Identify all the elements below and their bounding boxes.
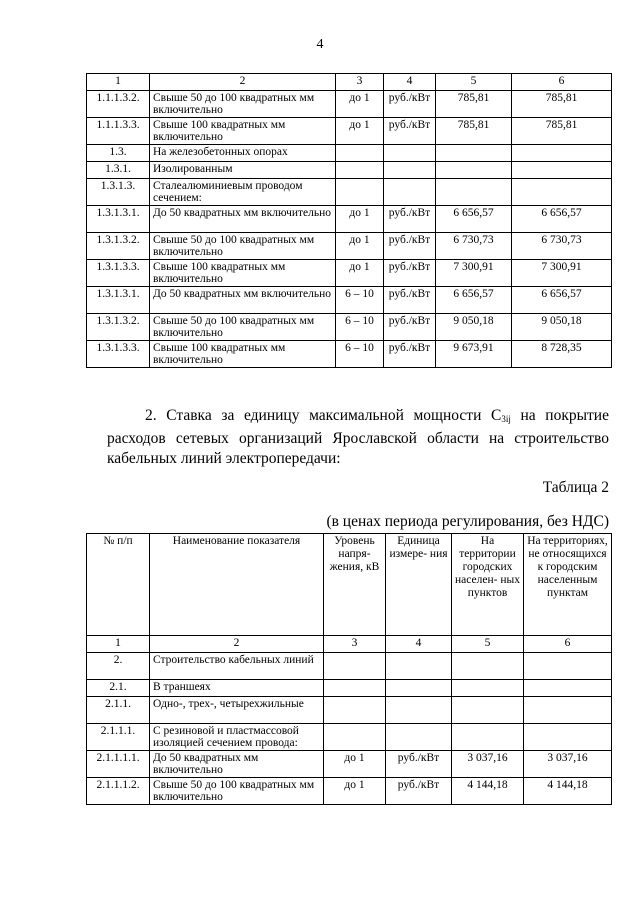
row-code: 1.1.1.3.2. <box>87 91 150 118</box>
row-voltage: 6 – 10 <box>336 341 384 368</box>
column-number: 6 <box>512 74 612 91</box>
row-nonurban-rate: 3 037,16 <box>524 751 612 778</box>
table-row <box>87 287 612 314</box>
row-name: Строительство кабельных линий <box>150 653 324 680</box>
row-urban-rate <box>452 653 524 680</box>
paragraph-text-start: 2. Ставка за единицу максимальной мощности С <box>145 407 502 424</box>
row-voltage: до 1 <box>336 260 384 287</box>
row-nonurban-rate <box>512 162 612 179</box>
page-number: 4 <box>316 37 324 52</box>
row-name: Свыше 100 квадратных мм включительно <box>150 260 336 287</box>
table-row <box>87 118 612 145</box>
row-voltage: до 1 <box>336 206 384 233</box>
row-nonurban-rate: 9 050,18 <box>512 314 612 341</box>
row-name: Изолированным <box>150 162 336 179</box>
row-name: Свыше 100 квадратных мм включительно <box>150 118 336 145</box>
column-number-row <box>87 74 612 91</box>
header-name: Наименование показателя <box>150 534 324 636</box>
price-note: (в ценах периода регулирования, без НДС) <box>326 513 609 530</box>
row-unit: руб./кВт <box>384 206 436 233</box>
row-nonurban-rate <box>524 680 612 697</box>
row-urban-rate: 7 300,91 <box>436 260 512 287</box>
row-nonurban-rate: 785,81 <box>512 118 612 145</box>
column-number: 5 <box>436 74 512 91</box>
row-unit: руб./кВт <box>384 287 436 314</box>
table-row <box>87 314 612 341</box>
row-unit: руб./кВт <box>384 233 436 260</box>
row-voltage: до 1 <box>336 233 384 260</box>
row-urban-rate: 4 144,18 <box>452 778 524 805</box>
table-row <box>87 778 612 805</box>
column-number: 4 <box>386 636 452 653</box>
row-code: 2.1.1.1. <box>87 724 150 751</box>
row-name: С резиновой и пластмассовой изоляцией сечением провода: <box>150 724 324 751</box>
row-code: 2.1.1.1.2. <box>87 778 150 805</box>
row-unit: руб./кВт <box>386 751 452 778</box>
row-code: 1.3.1.3.1. <box>87 206 150 233</box>
row-name: До 50 квадратных мм включительно <box>150 287 336 314</box>
row-name: В траншеях <box>150 680 324 697</box>
row-urban-rate <box>436 179 512 206</box>
row-urban-rate: 6 656,57 <box>436 287 512 314</box>
row-unit <box>384 145 436 162</box>
row-code: 1.3.1.3.3. <box>87 341 150 368</box>
row-unit: руб./кВт <box>384 118 436 145</box>
row-code: 1.3.1.3.2. <box>87 233 150 260</box>
row-code: 1.3.1.3.3. <box>87 260 150 287</box>
row-voltage: 6 – 10 <box>336 314 384 341</box>
row-unit <box>386 724 452 751</box>
row-unit <box>384 162 436 179</box>
row-nonurban-rate <box>512 179 612 206</box>
row-voltage <box>324 653 386 680</box>
table-row <box>87 724 612 751</box>
table-row <box>87 653 612 680</box>
row-name: Свыше 50 до 100 квадратных мм включительно <box>150 314 336 341</box>
row-unit: руб./кВт <box>384 341 436 368</box>
row-voltage <box>324 724 386 751</box>
column-number: 4 <box>384 74 436 91</box>
row-voltage <box>336 145 384 162</box>
row-name: Свыше 50 до 100 квадратных мм включительно <box>150 91 336 118</box>
row-code: 1.3.1.3.1. <box>87 287 150 314</box>
table-row <box>87 145 612 162</box>
row-code: 1.3.1. <box>87 162 150 179</box>
row-urban-rate: 3 037,16 <box>452 751 524 778</box>
header-nonurban: На территориях, не относящихся к городским населенным пунктам <box>524 534 612 636</box>
row-name: На железобетонных опорах <box>150 145 336 162</box>
row-urban-rate: 785,81 <box>436 118 512 145</box>
table-caption: Таблица 2 <box>542 479 609 496</box>
row-urban-rate: 6 656,57 <box>436 206 512 233</box>
row-urban-rate: 6 730,73 <box>436 233 512 260</box>
table-row <box>87 206 612 233</box>
column-number: 5 <box>452 636 524 653</box>
header-unit: Единица измере- ния <box>386 534 452 636</box>
row-urban-rate: 785,81 <box>436 91 512 118</box>
row-name: Сталеалюминиевым проводом сечением: <box>150 179 336 206</box>
row-unit <box>386 697 452 724</box>
row-nonurban-rate <box>524 653 612 680</box>
table-row <box>87 179 612 206</box>
row-unit: руб./кВт <box>386 778 452 805</box>
column-number: 2 <box>150 636 324 653</box>
row-name: Свыше 50 до 100 квадратных мм включительно <box>150 233 336 260</box>
column-number: 1 <box>87 636 150 653</box>
row-name: До 50 квадратных мм включительно <box>150 751 324 778</box>
row-urban-rate <box>452 680 524 697</box>
header-voltage: Уровень напря- жения, кВ <box>324 534 386 636</box>
row-code: 2.1.1. <box>87 697 150 724</box>
column-number-row <box>87 636 612 653</box>
column-number: 3 <box>324 636 386 653</box>
row-unit <box>386 653 452 680</box>
row-unit: руб./кВт <box>384 91 436 118</box>
header-urban: На территории городских населен- ных пунктов <box>452 534 524 636</box>
row-nonurban-rate <box>512 145 612 162</box>
row-nonurban-rate: 6 730,73 <box>512 233 612 260</box>
row-voltage <box>336 179 384 206</box>
row-urban-rate <box>436 162 512 179</box>
row-name: Свыше 100 квадратных мм включительно <box>150 341 336 368</box>
row-voltage <box>336 162 384 179</box>
row-code: 2.1.1.1.1. <box>87 751 150 778</box>
row-unit: руб./кВт <box>384 314 436 341</box>
row-voltage: до 1 <box>324 751 386 778</box>
row-voltage: до 1 <box>336 118 384 145</box>
header-num: № п/п <box>87 534 150 636</box>
table-row <box>87 260 612 287</box>
section-paragraph <box>107 406 609 469</box>
tariff-table-1 <box>86 73 612 368</box>
row-urban-rate <box>452 724 524 751</box>
row-voltage <box>324 697 386 724</box>
column-number: 1 <box>87 74 150 91</box>
row-nonurban-rate <box>524 697 612 724</box>
row-code: 1.3.1.3. <box>87 179 150 206</box>
row-code: 1.3. <box>87 145 150 162</box>
row-nonurban-rate: 4 144,18 <box>524 778 612 805</box>
row-code: 2.1. <box>87 680 150 697</box>
row-nonurban-rate: 8 728,35 <box>512 341 612 368</box>
row-nonurban-rate: 6 656,57 <box>512 287 612 314</box>
column-number: 3 <box>336 74 384 91</box>
column-number: 6 <box>524 636 612 653</box>
row-code: 2. <box>87 653 150 680</box>
row-urban-rate: 9 673,91 <box>436 341 512 368</box>
table-row <box>87 680 612 697</box>
row-code: 1.1.1.3.3. <box>87 118 150 145</box>
row-voltage: до 1 <box>336 91 384 118</box>
row-urban-rate: 9 050,18 <box>436 314 512 341</box>
table-row <box>87 162 612 179</box>
row-nonurban-rate: 7 300,91 <box>512 260 612 287</box>
row-voltage: 6 – 10 <box>336 287 384 314</box>
row-code: 1.3.1.3.2. <box>87 314 150 341</box>
row-urban-rate <box>436 145 512 162</box>
row-name: До 50 квадратных мм включительно <box>150 206 336 233</box>
row-unit: руб./кВт <box>384 260 436 287</box>
row-voltage: до 1 <box>324 778 386 805</box>
paragraph-text-end: на покрытие расходов сетевых организаций Ярославской области на строительство кабельных линий электропередачи: <box>107 407 609 467</box>
row-nonurban-rate: 785,81 <box>512 91 612 118</box>
header-row <box>87 534 612 636</box>
column-number: 2 <box>150 74 336 91</box>
row-nonurban-rate: 6 656,57 <box>512 206 612 233</box>
row-voltage <box>324 680 386 697</box>
table-row <box>87 91 612 118</box>
row-name: Одно-, трех-, четырехжильные <box>150 697 324 724</box>
table-row <box>87 233 612 260</box>
table-row <box>87 341 612 368</box>
table-row <box>87 697 612 724</box>
row-unit <box>386 680 452 697</box>
row-nonurban-rate <box>524 724 612 751</box>
row-name: Свыше 50 до 100 квадратных мм включительно <box>150 778 324 805</box>
row-urban-rate <box>452 697 524 724</box>
table-row <box>87 751 612 778</box>
paragraph-subscript: 3ij <box>501 414 511 424</box>
row-unit <box>384 179 436 206</box>
tariff-table-2 <box>86 533 612 805</box>
